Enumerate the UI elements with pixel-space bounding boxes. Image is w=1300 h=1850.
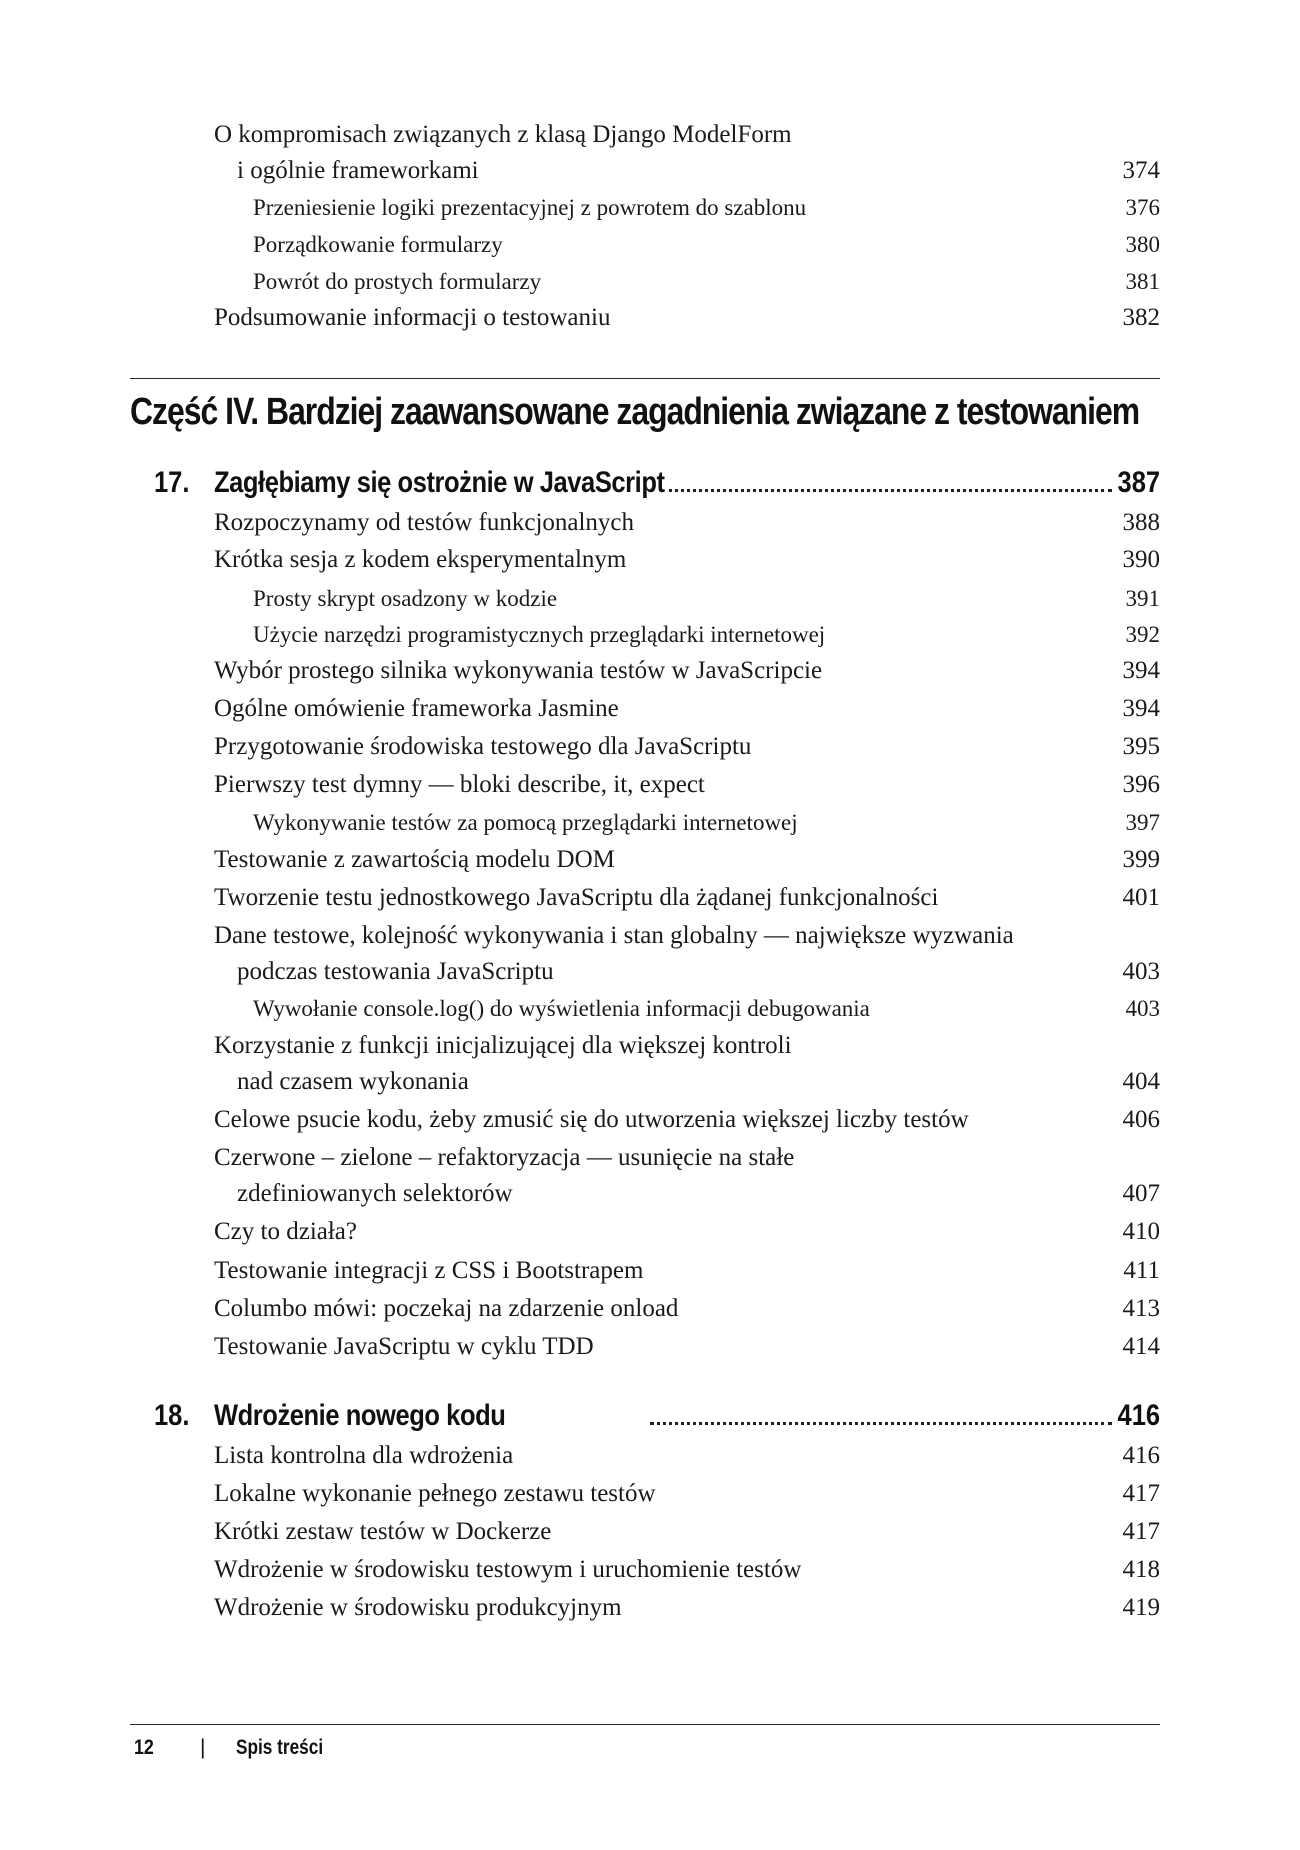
toc-entry-page: 382 [1122,304,1160,331]
toc-entry-title: Ogólne omówienie frameworka Jasmine [214,695,619,722]
toc-entry-title: Krótki zestaw testów w Dockerze [214,1518,552,1545]
toc-entry [0,1028,1300,1064]
toc-entry [0,1102,1300,1138]
toc-entry [0,1438,1300,1474]
toc-entry-page: 399 [1122,846,1160,873]
chapter-number: 17. [154,466,190,499]
toc-entry-title: podczas testowania JavaScriptu [237,958,554,985]
toc-entry [0,954,1300,990]
chapter-title: Zagłębiamy się ostrożnie w JavaScript [214,462,668,504]
toc-entry-title: Rozpoczynamy od testów funkcjonalnych [214,509,635,536]
toc-entry-page: 391 [1125,586,1160,611]
toc-entry-title: Dane testowe, kolejność wykonywania i stan globalny — największe wyzwania [214,922,1014,949]
chapter-title: Wdrożenie nowego kodu [214,1395,509,1437]
toc-entry-page: 376 [1125,195,1160,220]
toc-subentry [0,581,1300,617]
toc-entry-page: 380 [1125,232,1160,257]
toc-entry [0,1214,1300,1250]
toc-entry-page: 404 [1122,1068,1160,1095]
toc-entry [0,505,1300,541]
toc-entry-title: Wykonywanie testów za pomocą przeglądarki internetowej [253,810,798,835]
toc-entry-page: 388 [1122,509,1160,536]
toc-entry-page: 410 [1122,1218,1160,1245]
toc-entry-title: zdefiniowanych selektorów [237,1180,513,1207]
toc-entry [0,1291,1300,1327]
footer-section-name: Spis treści [236,1736,324,1759]
toc-entry [0,842,1300,878]
toc-entry-page: 403 [1122,958,1160,985]
toc-subentry [0,991,1300,1027]
toc-entry [0,1176,1300,1212]
toc-entry-title: Lokalne wykonanie pełnego zestawu testów [214,1480,656,1507]
toc-entry [0,729,1300,765]
toc-entry-title: Prosty skrypt osadzony w kodzie [253,586,558,611]
chapter-heading [130,462,1160,504]
toc-entry [0,653,1300,689]
toc-entry-title: Przygotowanie środowiska testowego dla JavaScriptu [214,733,752,760]
toc-entry-title: Czy to działa? [214,1218,357,1245]
toc-entry-title: Użycie narzędzi programistycznych przeglądarki internetowej [253,622,826,647]
toc-entry [0,1253,1300,1289]
toc-entry-page: 390 [1122,546,1160,573]
footer-separator: | [200,1736,206,1759]
toc-entry-title: Podsumowanie informacji o testowaniu [214,304,611,331]
toc-entry [0,542,1300,578]
page-number: 12 [134,1736,154,1759]
chapter-heading [130,1395,1160,1437]
toc-entry [0,1514,1300,1550]
toc-entry-page: 394 [1122,695,1160,722]
toc-entry [0,767,1300,803]
toc-entry-title: Testowanie JavaScriptu w cyklu TDD [214,1333,594,1360]
toc-entry [0,880,1300,916]
toc-entry-page: 413 [1122,1295,1160,1322]
toc-entry-page: 381 [1125,269,1160,294]
dot-leader [650,489,1112,492]
toc-entry-page: 374 [1122,157,1160,184]
toc-entry [0,1329,1300,1365]
toc-entry-title: Porządkowanie formularzy [253,232,503,257]
toc-entry-title: O kompromisach związanych z klasą Django ModelForm [214,121,792,148]
toc-entry-page: 396 [1122,771,1160,798]
toc-entry-page: 392 [1125,622,1160,647]
page-footer [130,1733,1160,1763]
toc-entry-page: 417 [1122,1480,1160,1507]
chapter-page: 416 [1114,1395,1160,1437]
toc-entry [0,1476,1300,1512]
toc-entry-title: Wdrożenie w środowisku testowym i uruchomienie testów [214,1556,802,1583]
footer-rule [130,1724,1160,1725]
toc-entry-page: 416 [1122,1442,1160,1469]
toc-entry-page: 406 [1122,1106,1160,1133]
chapter-page: 387 [1114,462,1160,504]
toc-entry-title: Columbo mówi: poczekaj na zdarzenie onload [214,1295,679,1322]
toc-subentry [0,264,1300,300]
toc-entry-page: 419 [1122,1594,1160,1621]
toc-entry-title: Testowanie z zawartością modelu DOM [214,846,615,873]
toc-entry-page: 401 [1122,884,1160,911]
toc-subentry [0,805,1300,841]
toc-entry [0,1140,1300,1176]
toc-entry-title: Celowe psucie kodu, żeby zmusić się do utworzenia większej liczby testów [214,1106,969,1133]
toc-entry [0,117,1300,153]
toc-entry [0,1590,1300,1626]
toc-entry-title: Lista kontrolna dla wdrożenia [214,1442,514,1469]
toc-entry-title: Krótka sesja z kodem eksperymentalnym [214,546,627,573]
toc-entry-page: 407 [1122,1180,1160,1207]
toc-entry-title: Powrót do prostych formularzy [253,269,542,294]
toc-entry-title: nad czasem wykonania [237,1068,469,1095]
toc-entry-page: 418 [1122,1556,1160,1583]
toc-entry-title: Tworzenie testu jednostkowego JavaScriptu dla żądanej funkcjonalności [214,884,939,911]
toc-entry-title: Wdrożenie w środowisku produkcyjnym [214,1594,622,1621]
part-rule [130,378,1160,379]
toc-entry-title: Korzystanie z funkcji inicjalizującej dla większej kontroli [214,1032,792,1059]
toc-entry-page: 414 [1122,1333,1160,1360]
toc-entry [0,1552,1300,1588]
toc-subentry [0,617,1300,653]
toc-entry [0,1064,1300,1100]
toc-entry [0,918,1300,954]
toc-entry-page: 395 [1122,733,1160,760]
toc-entry-title: Przeniesienie logiki prezentacyjnej z powrotem do szablonu [253,195,807,220]
toc-entry-title: i ogólnie frameworkami [237,157,479,184]
toc-entry-title: Wywołanie console.log() do wyświetlenia informacji debugowania [253,996,870,1021]
chapter-number: 18. [154,1399,190,1432]
toc-entry-page: 403 [1125,996,1160,1021]
toc-subentry [0,227,1300,263]
toc-entry-page: 394 [1122,657,1160,684]
dot-leader [650,1422,1112,1425]
toc-entry-page: 397 [1125,810,1160,835]
toc-subentry [0,190,1300,226]
toc-entry-title: Pierwszy test dymny — bloki describe, it, expect [214,771,705,798]
toc-entry-title: Czerwone – zielone – refaktoryzacja — usunięcie na stałe [214,1144,795,1171]
toc-entry [0,153,1300,189]
toc-entry-title: Testowanie integracji z CSS i Bootstrapem [214,1257,644,1284]
toc-entry-page: 411 [1123,1257,1160,1284]
toc-entry [0,691,1300,727]
part-title: Część IV. Bardziej zaawansowane zagadnienia związane z testowaniem [130,391,1140,433]
toc-entry-title: Wybór prostego silnika wykonywania testów w JavaScripcie [214,657,823,684]
toc-entry [0,300,1300,336]
toc-entry-page: 417 [1122,1518,1160,1545]
